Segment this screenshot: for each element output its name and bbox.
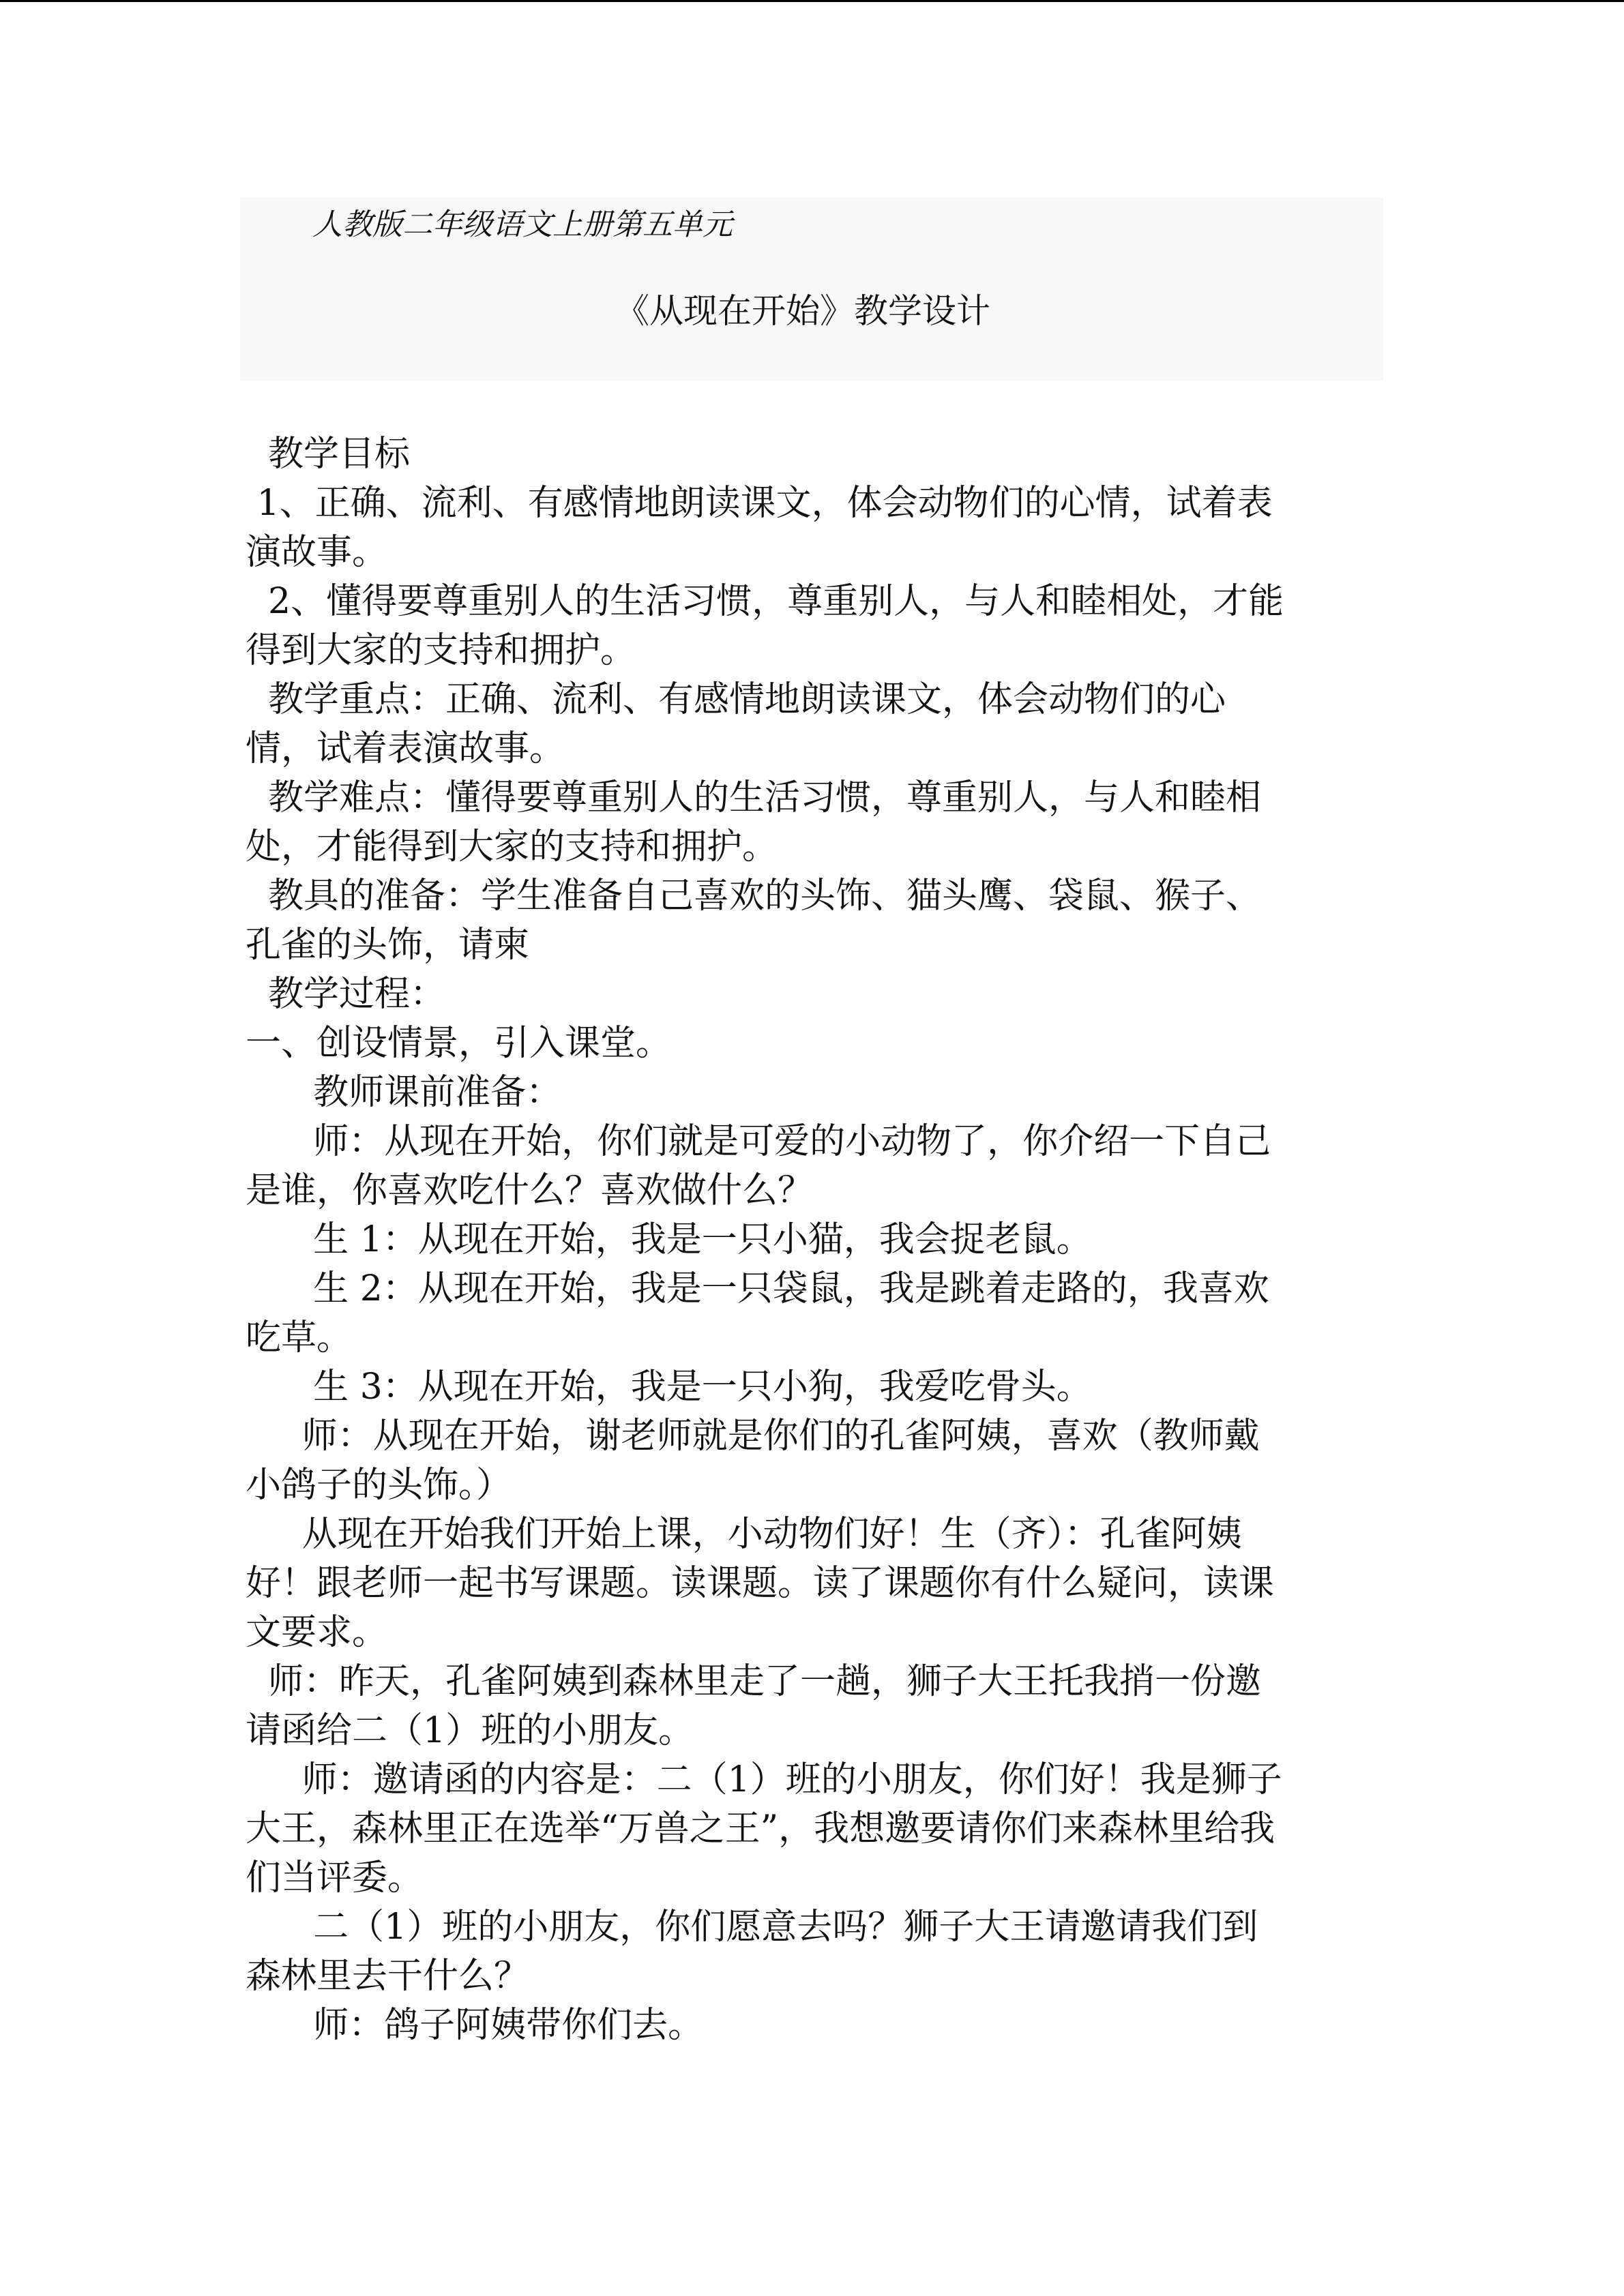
body-line: 师：昨天，孔雀阿姨到森林里走了一趟，狮子大王托我捎一份邀 xyxy=(246,1661,1262,1702)
body-line: 2、懂得要尊重别人的生活习惯，尊重别人，与人和睦相处，才能 xyxy=(246,581,1284,622)
body-line: 教师课前准备： xyxy=(246,1072,562,1113)
body-line: 森林里去干什么？ xyxy=(246,1956,530,1997)
top-border-line xyxy=(0,0,1624,2)
document-body xyxy=(246,430,1378,2050)
body-line: 1、正确、流利、有感情地朗读课文，体会动物们的心情，试着表 xyxy=(246,483,1273,524)
body-line: 文要求。 xyxy=(246,1612,388,1653)
body-line: 请函给二（1）班的小朋友。 xyxy=(246,1710,694,1751)
body-line: 好！跟老师一起书写课题。读课题。读了课题你有什么疑问，读课 xyxy=(246,1563,1275,1604)
body-line: 教具的准备：学生准备自己喜欢的头饰、猫头鹰、袋鼠、猴子、 xyxy=(246,876,1262,916)
body-line: 情，试着表演故事。 xyxy=(246,728,565,769)
body-line: 演故事。 xyxy=(246,532,388,573)
body-line: 吃草。 xyxy=(246,1317,353,1358)
body-line: 师：从现在开始，谢老师就是你们的孔雀阿姨，喜欢（教师戴 xyxy=(246,1416,1260,1457)
body-line: 孔雀的头饰，请柬 xyxy=(246,925,530,966)
body-line: 生 1：从现在开始，我是一只小猫，我会捉老鼠。 xyxy=(246,1219,1092,1260)
body-line: 一、创设情景，引入课堂。 xyxy=(246,1023,672,1064)
body-line: 生 2：从现在开始，我是一只袋鼠，我是跳着走路的，我喜欢 xyxy=(246,1268,1269,1309)
body-line: 二（1）班的小朋友，你们愿意去吗？狮子大王请邀请我们到 xyxy=(246,1907,1258,1948)
body-line: 从现在开始我们开始上课，小动物们好！生（齐）：孔雀阿姨 xyxy=(246,1514,1242,1555)
body-line: 生 3：从现在开始，我是一只小狗，我爱吃骨头。 xyxy=(246,1367,1092,1407)
document-subtitle: 人教版二年级语文上册第五单元 xyxy=(312,207,733,242)
body-line: 得到大家的支持和拥护。 xyxy=(246,630,636,671)
body-line: 是谁，你喜欢吃什么？喜欢做什么？ xyxy=(246,1170,814,1211)
body-line: 师：邀请函的内容是：二（1）班的小朋友，你们好！我是狮子 xyxy=(246,1759,1282,1800)
body-line: 教学重点：正确、流利、有感情地朗读课文，体会动物们的心 xyxy=(246,679,1226,720)
body-line: 师：鸽子阿姨带你们去。 xyxy=(246,2005,704,2046)
body-line: 们当评委。 xyxy=(246,1858,424,1898)
document-title: 《从现在开始》教学设计 xyxy=(615,291,990,331)
body-line: 处，才能得到大家的支持和拥护。 xyxy=(246,826,778,867)
body-line: 教学目标 xyxy=(246,434,411,475)
body-line: 教学过程： xyxy=(246,974,446,1015)
body-line: 小鸽子的头饰。） xyxy=(246,1465,512,1506)
body-line: 师：从现在开始，你们就是可爱的小动物了，你介绍一下自己 xyxy=(246,1121,1271,1162)
body-line: 教学难点：懂得要尊重别人的生活习惯，尊重别人，与人和睦相 xyxy=(246,777,1262,818)
body-line: 大王，森林里正在选举“万兽之王”，我想邀要请你们来森林里给我 xyxy=(246,1808,1275,1849)
